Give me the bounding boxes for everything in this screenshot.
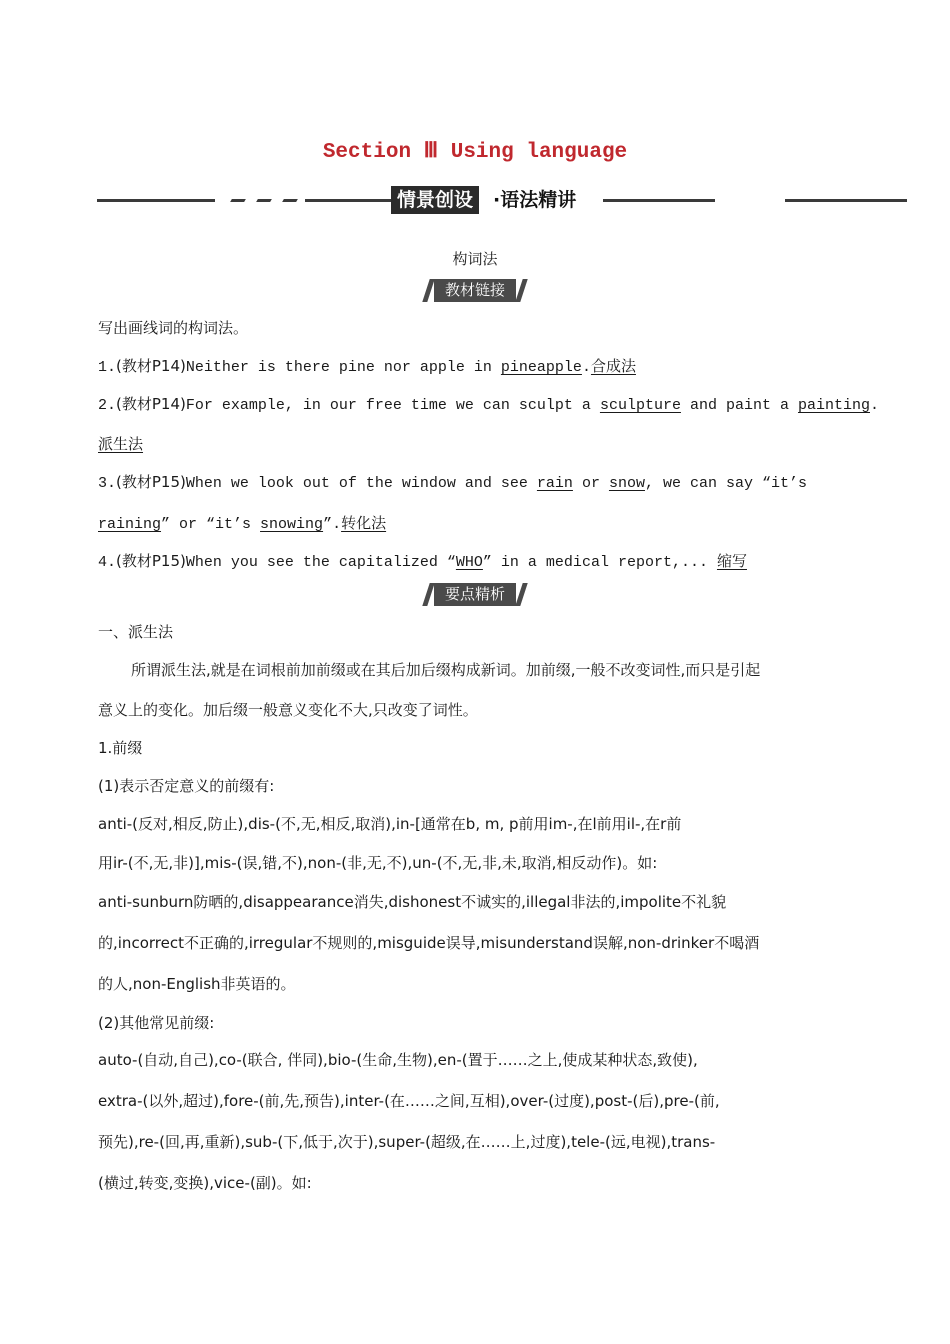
banner-dash — [230, 199, 246, 202]
exercise-2: 2.(教材P14)For example, in our free time we can sculpt a sculpture and paint a painting. — [98, 395, 880, 414]
paragraph: 意义上的变化。加后缀一般意义变化不大,只改变了词性。 — [98, 701, 478, 719]
answer: 合成法 — [590, 357, 636, 375]
underlined-word: raining — [98, 516, 162, 533]
banner-rule-mid — [305, 199, 391, 202]
subheading: (1)表示否定意义的前缀有: — [98, 777, 275, 795]
exercise-3-cont: raining” or “it’s snowing”.转化法 — [98, 514, 387, 533]
banner-label-box: 情景创设 — [391, 186, 479, 214]
text-line: (横过,转变,变换),vice-(副)。如: — [98, 1174, 312, 1192]
underlined-word: sculpture — [599, 397, 681, 414]
banner-rule-left — [97, 199, 215, 202]
banner-rule-right — [603, 199, 715, 202]
underlined-word: snowing — [260, 516, 324, 533]
text-line: extra-(以外,超过),fore-(前,先,预告),inter-(在……之间,互相),over-(过度),post-(后),pre-(前, — [98, 1092, 720, 1110]
textbook-link-tag: 教材链接 — [426, 279, 524, 302]
text-line: 的人,non-English非英语的。 — [98, 975, 296, 993]
text-line: 的,incorrect不正确的,irregular不规则的,misguide误导,misunderstand误解,non-drinker不喝酒 — [98, 934, 760, 952]
exercise-intro: 写出画线词的构词法。 — [98, 319, 249, 337]
banner-label: ·语法精讲 — [493, 189, 577, 211]
underlined-word: rain — [536, 475, 573, 492]
answer: 转化法 — [341, 514, 387, 532]
text-line: 用ir-(不,无,非)],mis-(误,错,不),non-(非,无,不),un-(不,无,非,未,取消,相反动作)。如: — [98, 854, 658, 872]
exercise-1: 1.(教材P14)Neither is there pine nor apple in pineapple.合成法 — [98, 357, 636, 376]
page-title: Section Ⅲ Using language — [322, 141, 628, 164]
text-line: 预先),re-(回,再,重新),sub-(下,低于,次于),super-(超级,在……上,过度),tele-(远,电视),trans- — [98, 1133, 716, 1151]
underlined-word: painting — [797, 397, 870, 414]
underlined-word: pineapple — [500, 359, 582, 376]
banner-dash — [256, 199, 272, 202]
answer: 缩写 — [716, 552, 747, 570]
exercise-4: 4.(教材P15)When you see the capitalized “WHO” in a medical report,... 缩写 — [98, 552, 747, 571]
underlined-word: snow — [608, 475, 645, 492]
banner-dash — [282, 199, 298, 202]
underlined-word: WHO — [455, 554, 483, 571]
answer: 派生法 — [98, 435, 144, 453]
exercise-2-answer — [98, 434, 143, 454]
paragraph: 所谓派生法,就是在词根前加前缀或在其后加后缀构成新词。加前缀,一般不改变词性,而只是引起 — [131, 661, 761, 679]
subheading: (2)其他常见前缀: — [98, 1014, 215, 1032]
key-points-tag: 要点精析 — [426, 583, 524, 606]
text-line: auto-(自动,自己),co-(联合, 伴同),bio-(生命,生物),en-(置于……之上,使成某种状态,致使), — [98, 1051, 698, 1069]
text-line: anti-(反对,相反,防止),dis-(不,无,相反,取消),in-[通常在b, m, p前用im-,在l前用il-,在r前 — [98, 815, 682, 833]
exercise-3: 3.(教材P15)When we look out of the window and see rain or snow, we can say “it’s — [98, 473, 807, 492]
topic-heading: 构词法 — [452, 250, 498, 268]
subheading: 1.前缀 — [98, 739, 143, 757]
banner-rule-end — [785, 199, 907, 202]
section-banner — [97, 186, 907, 216]
text-line: anti-sunburn防晒的,disappearance消失,dishonest不诚实的,illegal非法的,impolite不礼貌 — [98, 893, 727, 911]
section-heading: 一、派生法 — [98, 623, 174, 641]
